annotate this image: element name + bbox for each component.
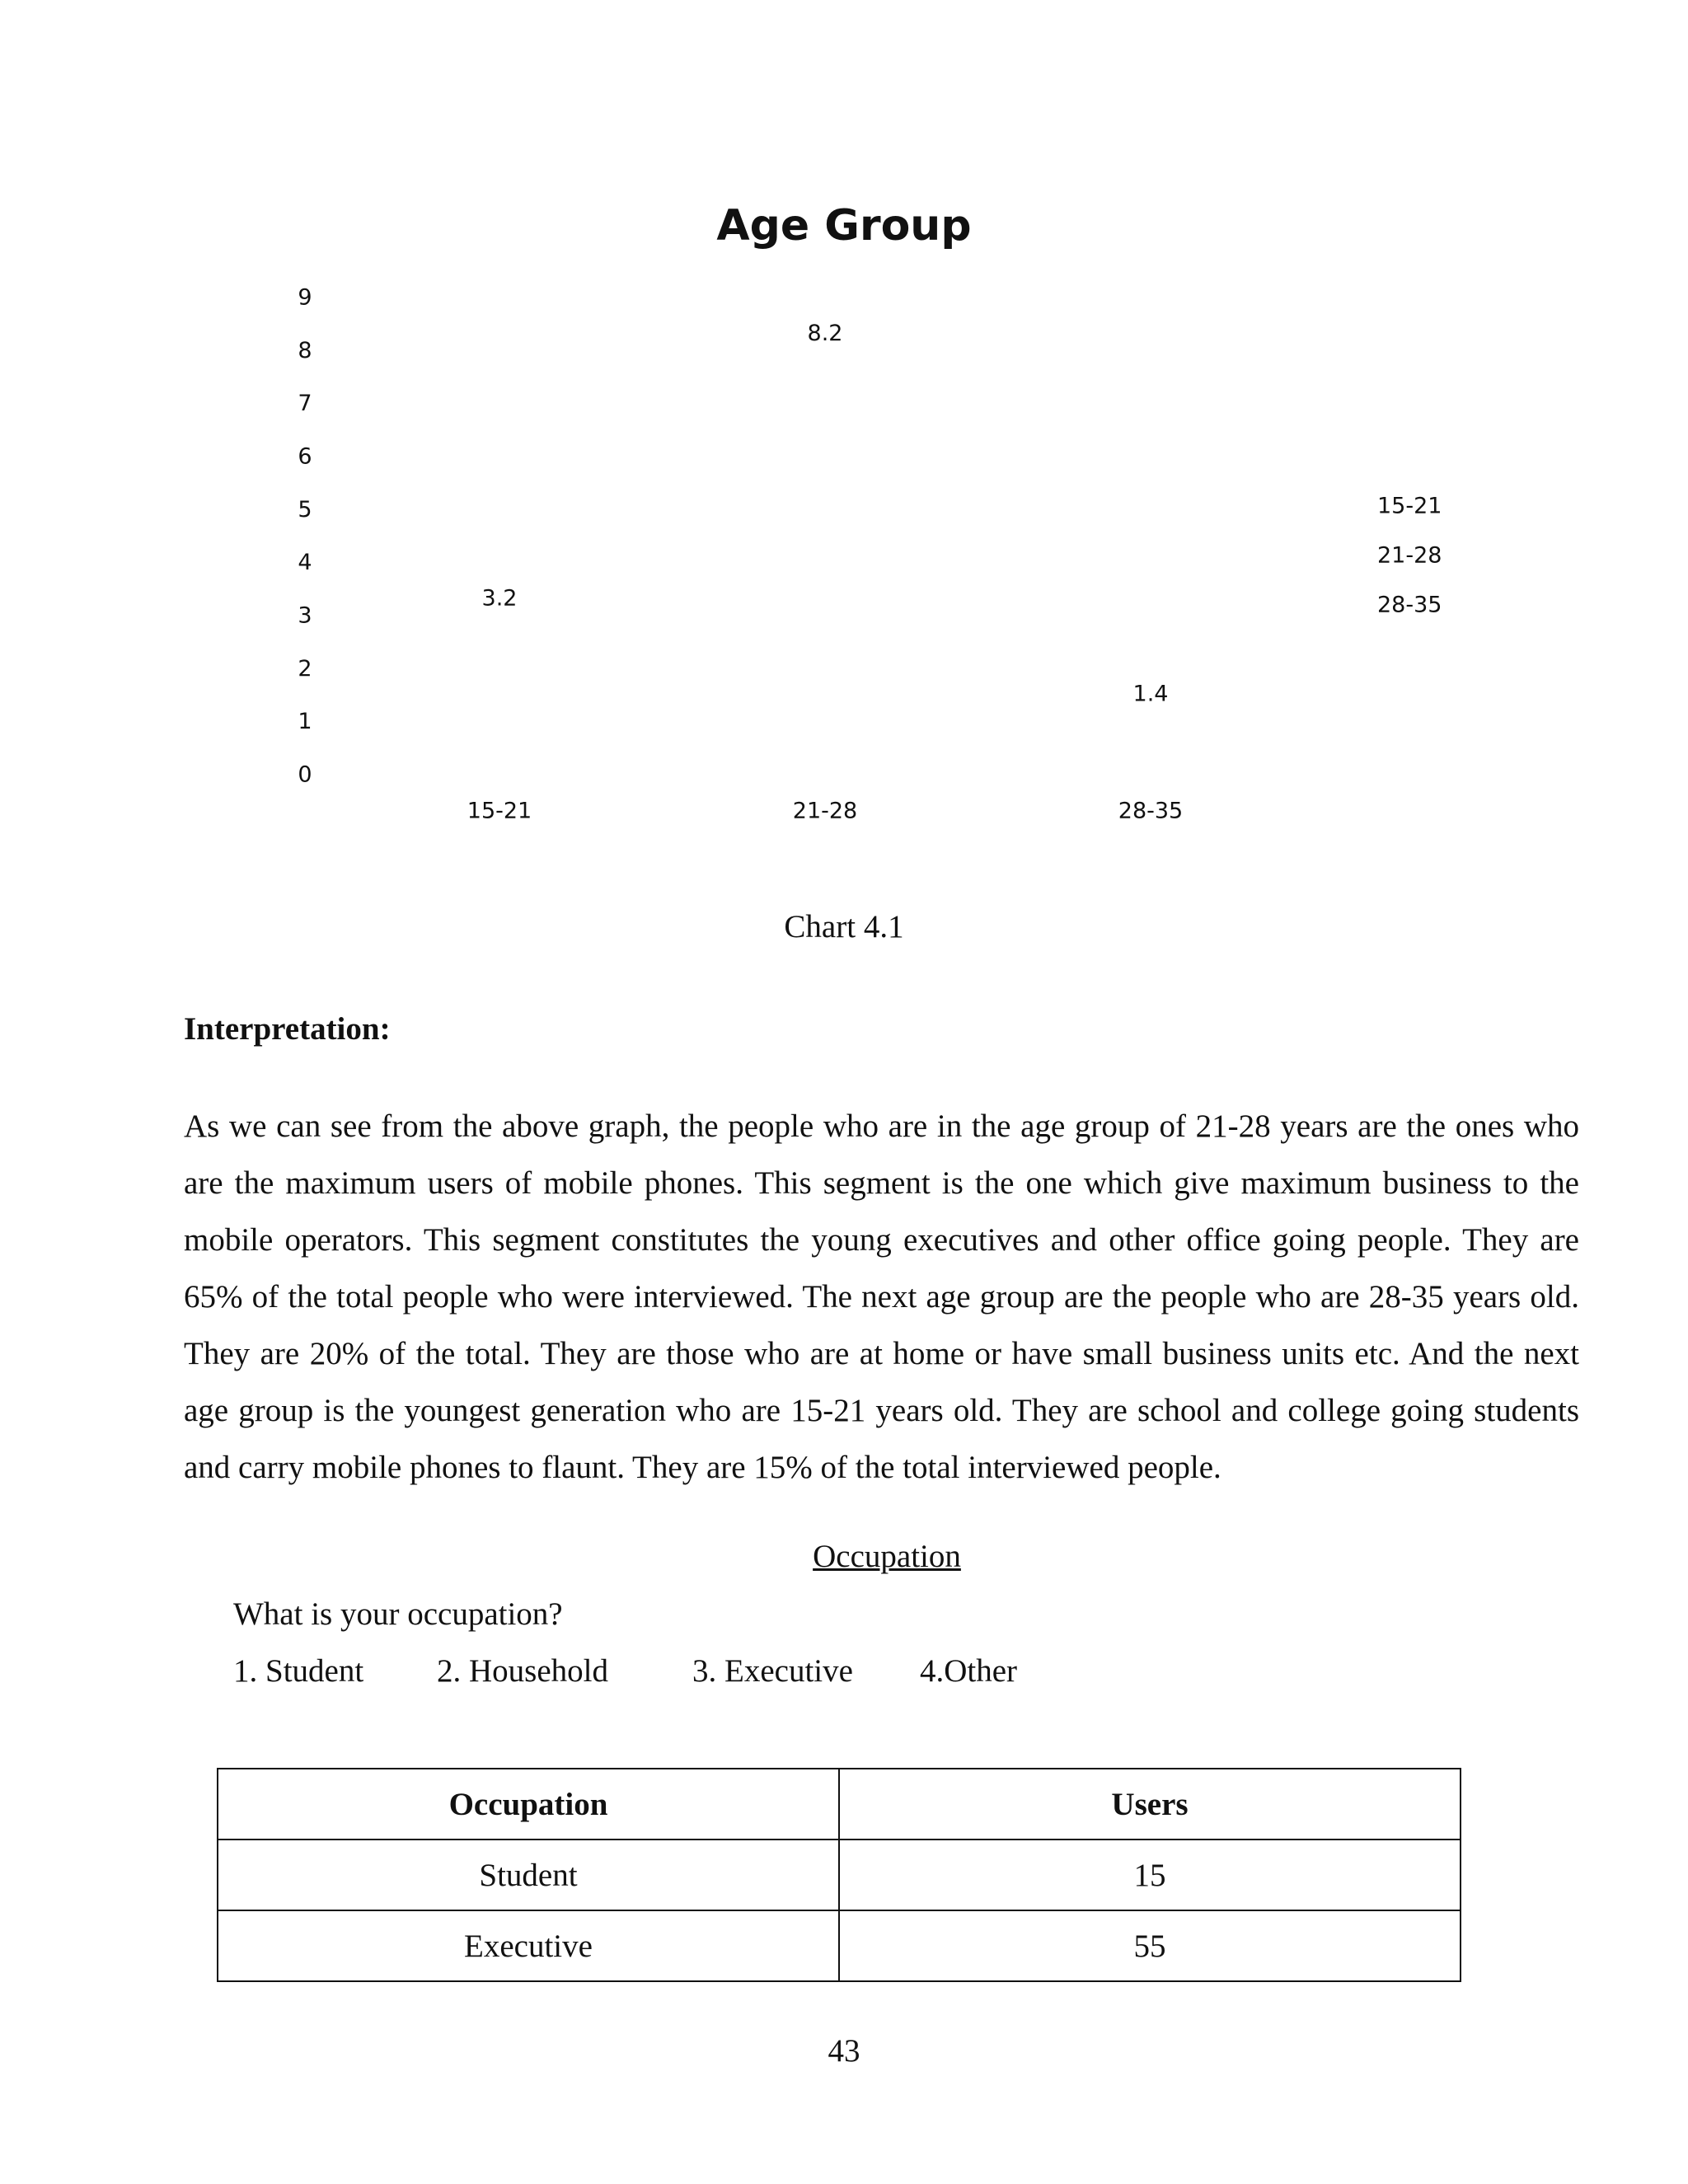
y-tick-label: 7 xyxy=(298,391,312,417)
table-row xyxy=(218,1910,1461,1981)
table-row xyxy=(218,1840,1461,1910)
option-executive: 3. Executive xyxy=(692,1653,853,1689)
cell-occupation: Student xyxy=(218,1840,839,1910)
header-occupation: Occupation xyxy=(218,1769,839,1840)
data-label: 8.2 xyxy=(807,320,843,346)
occupation-question: What is your occupation? xyxy=(233,1596,563,1632)
y-tick-label: 8 xyxy=(298,337,312,363)
legend-entry: 15-21 xyxy=(1377,493,1442,519)
interpretation-paragraph: As we can see from the above graph, the people who are in the age group of 21-28 years are the ones who are the maximum users of mobile phones. This segment is the one which give maximum business to the mobile operators. This segment constitutes the young executives and other office going people. They are 65% of the total people who were interviewed. The next age group are the people who are 28-35 years old. They are 20% of the total. They are those who are at home or have small business units etc. And the next age group is the youngest generation who are 15-21 years old. They are school and college going students and carry mobile phones to flaunt. They are 15% of the total interviewed people. xyxy=(184,1108,1579,1485)
option-student: 1. Student xyxy=(233,1653,364,1689)
cell-occupation: Executive xyxy=(218,1910,839,1981)
occupation-section-title xyxy=(0,1538,1688,1575)
option-other: 4.Other xyxy=(920,1653,1018,1689)
data-label: 1.4 xyxy=(1132,681,1169,707)
header-users: Users xyxy=(839,1769,1461,1840)
y-tick-label: 6 xyxy=(298,443,312,470)
occupation-title-text: Occupation xyxy=(813,1539,961,1574)
y-tick-label: 3 xyxy=(298,602,312,629)
data-label: 3.2 xyxy=(481,585,518,612)
legend-entry: 28-35 xyxy=(1377,592,1442,618)
x-tick-label: 28-35 xyxy=(1118,798,1184,824)
occupation-options xyxy=(0,1652,1688,1702)
chart-title: Age Group xyxy=(716,201,972,251)
page-number: 43 xyxy=(828,2033,860,2069)
x-tick-label: 21-28 xyxy=(792,798,858,824)
y-tick-label: 0 xyxy=(298,762,312,788)
table-header-row xyxy=(218,1769,1461,1840)
occupation-table xyxy=(217,1768,1461,1982)
y-tick-label: 4 xyxy=(298,550,312,576)
x-tick-label: 15-21 xyxy=(467,798,532,824)
chart-plot xyxy=(0,0,1688,857)
chart-caption: Chart 4.1 xyxy=(784,909,904,944)
y-tick-label: 5 xyxy=(298,496,312,523)
age-group-chart xyxy=(0,0,1688,857)
y-tick-label: 1 xyxy=(298,709,312,735)
interpretation-heading: Interpretation: xyxy=(184,1011,391,1047)
option-household: 2. Household xyxy=(437,1653,608,1689)
cell-users: 55 xyxy=(839,1910,1461,1981)
cell-users: 15 xyxy=(839,1840,1461,1910)
y-tick-label: 9 xyxy=(298,284,312,311)
y-tick-label: 2 xyxy=(298,655,312,682)
legend-entry: 21-28 xyxy=(1377,542,1442,569)
